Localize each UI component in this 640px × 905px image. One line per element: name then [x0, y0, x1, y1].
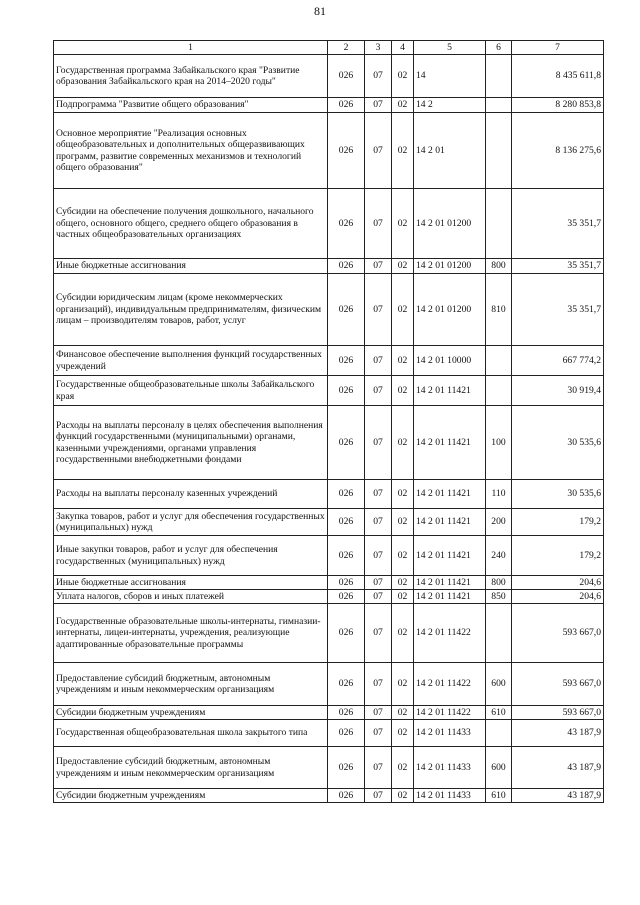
section-cell: 07 — [365, 259, 392, 274]
section-cell: 07 — [365, 789, 392, 803]
table-row — [54, 113, 604, 189]
table-row — [54, 590, 604, 604]
target-article-cell: 14 2 01 11421 — [414, 590, 486, 604]
header-cell: 4 — [392, 41, 414, 55]
expense-type-cell — [486, 376, 512, 406]
amount-cell: 8 280 853,8 — [512, 98, 604, 113]
table-row — [54, 480, 604, 509]
table-row — [54, 98, 604, 113]
row-name-cell: Иные бюджетные ассигнования — [54, 576, 328, 590]
header-row — [54, 41, 604, 55]
table-row — [54, 706, 604, 720]
expense-type-cell: 850 — [486, 590, 512, 604]
target-article-cell: 14 2 01 — [414, 113, 486, 189]
row-name-cell: Закупка товаров, работ и услуг для обеспечения государственных (муниципальных) нужд — [54, 509, 328, 536]
row-name-cell: Финансовое обеспечение выполнения функций государственных учреждений — [54, 346, 328, 376]
amount-cell: 593 667,0 — [512, 663, 604, 706]
section-cell: 07 — [365, 536, 392, 576]
expense-type-cell: 100 — [486, 406, 512, 480]
table-row — [54, 604, 604, 663]
amount-cell: 35 351,7 — [512, 189, 604, 259]
amount-cell: 593 667,0 — [512, 604, 604, 663]
table-row — [54, 346, 604, 376]
ministry-code-cell: 026 — [328, 536, 365, 576]
target-article-cell: 14 2 01 11422 — [414, 706, 486, 720]
section-cell: 07 — [365, 406, 392, 480]
subsection-cell: 02 — [392, 274, 414, 346]
row-name-cell: Расходы на выплаты персоналу казенных учреждений — [54, 480, 328, 509]
table-row — [54, 189, 604, 259]
target-article-cell: 14 2 01 11433 — [414, 747, 486, 789]
section-cell: 07 — [365, 346, 392, 376]
ministry-code-cell: 026 — [328, 590, 365, 604]
amount-cell: 179,2 — [512, 536, 604, 576]
row-name-cell: Уплата налогов, сборов и иных платежей — [54, 590, 328, 604]
ministry-code-cell: 026 — [328, 346, 365, 376]
row-name-cell: Иные закупки товаров, работ и услуг для обеспечения государственных (муниципальных) нужд — [54, 536, 328, 576]
amount-cell: 204,6 — [512, 576, 604, 590]
amount-cell: 179,2 — [512, 509, 604, 536]
table-row — [54, 55, 604, 98]
expense-type-cell — [486, 113, 512, 189]
row-name-cell: Расходы на выплаты персоналу в целях обеспечения выполнения функций государственными (муниципальными) органами, казенными учреждениями, органами управления государственными внебюджетными фондами — [54, 406, 328, 480]
page-number: 81 — [314, 4, 326, 18]
target-article-cell: 14 2 01 11421 — [414, 576, 486, 590]
amount-cell: 43 187,9 — [512, 747, 604, 789]
amount-cell: 30 535,6 — [512, 480, 604, 509]
row-name-cell: Подпрограмма "Развитие общего образования" — [54, 98, 328, 113]
expense-type-cell — [486, 346, 512, 376]
subsection-cell: 02 — [392, 663, 414, 706]
section-cell: 07 — [365, 509, 392, 536]
target-article-cell: 14 2 01 11422 — [414, 604, 486, 663]
amount-cell: 43 187,9 — [512, 720, 604, 747]
ministry-code-cell: 026 — [328, 706, 365, 720]
target-article-cell: 14 2 01 11421 — [414, 509, 486, 536]
table-row — [54, 274, 604, 346]
section-cell: 07 — [365, 189, 392, 259]
amount-cell: 35 351,7 — [512, 259, 604, 274]
ministry-code-cell: 026 — [328, 274, 365, 346]
expense-type-cell: 800 — [486, 576, 512, 590]
ministry-code-cell: 026 — [328, 113, 365, 189]
table-row — [54, 789, 604, 803]
ministry-code-cell: 026 — [328, 747, 365, 789]
section-cell: 07 — [365, 98, 392, 113]
subsection-cell: 02 — [392, 189, 414, 259]
expense-type-cell — [486, 189, 512, 259]
subsection-cell: 02 — [392, 113, 414, 189]
expense-type-cell — [486, 604, 512, 663]
row-name-cell: Субсидии юридическим лицам (кроме некоммерческих организаций), индивидуальным предпринимателям, физическим лицам – производителям товаров, работ, услуг — [54, 274, 328, 346]
subsection-cell: 02 — [392, 480, 414, 509]
row-name-cell: Предоставление субсидий бюджетным, автономным учреждениям и иным некоммерческим организациям — [54, 747, 328, 789]
row-name-cell: Субсидии бюджетным учреждениям — [54, 789, 328, 803]
ministry-code-cell: 026 — [328, 406, 365, 480]
subsection-cell: 02 — [392, 346, 414, 376]
section-cell: 07 — [365, 376, 392, 406]
subsection-cell: 02 — [392, 706, 414, 720]
ministry-code-cell: 026 — [328, 376, 365, 406]
target-article-cell: 14 2 01 01200 — [414, 189, 486, 259]
row-name-cell: Государственные общеобразовательные школы Забайкальского края — [54, 376, 328, 406]
ministry-code-cell: 026 — [328, 720, 365, 747]
row-name-cell: Иные бюджетные ассигнования — [54, 259, 328, 274]
subsection-cell: 02 — [392, 536, 414, 576]
ministry-code-cell: 026 — [328, 576, 365, 590]
subsection-cell: 02 — [392, 98, 414, 113]
budget-table — [53, 40, 604, 803]
target-article-cell: 14 2 01 11421 — [414, 376, 486, 406]
expense-type-cell: 240 — [486, 536, 512, 576]
table-row — [54, 576, 604, 590]
header-cell: 5 — [414, 41, 486, 55]
expense-type-cell: 110 — [486, 480, 512, 509]
amount-cell: 667 774,2 — [512, 346, 604, 376]
amount-cell: 43 187,9 — [512, 789, 604, 803]
expense-type-cell — [486, 98, 512, 113]
target-article-cell: 14 2 01 11421 — [414, 536, 486, 576]
section-cell: 07 — [365, 747, 392, 789]
amount-cell: 8 435 611,8 — [512, 55, 604, 98]
ministry-code-cell: 026 — [328, 98, 365, 113]
row-name-cell: Субсидии бюджетным учреждениям — [54, 706, 328, 720]
target-article-cell: 14 2 01 11433 — [414, 789, 486, 803]
subsection-cell: 02 — [392, 376, 414, 406]
header-cell: 7 — [512, 41, 604, 55]
expense-type-cell: 610 — [486, 789, 512, 803]
header-cell: 3 — [365, 41, 392, 55]
ministry-code-cell: 026 — [328, 789, 365, 803]
subsection-cell: 02 — [392, 406, 414, 480]
table-row — [54, 663, 604, 706]
table-row — [54, 259, 604, 274]
row-name-cell: Государственные образовательные школы-интернаты, гимназии-интернаты, лицеи-интернаты, учреждения, реализующие адаптированные образовательные программы — [54, 604, 328, 663]
target-article-cell: 14 2 01 01200 — [414, 259, 486, 274]
subsection-cell: 02 — [392, 259, 414, 274]
expense-type-cell — [486, 720, 512, 747]
subsection-cell: 02 — [392, 590, 414, 604]
table-row — [54, 376, 604, 406]
target-article-cell: 14 2 01 10000 — [414, 346, 486, 376]
section-cell: 07 — [365, 590, 392, 604]
ministry-code-cell: 026 — [328, 189, 365, 259]
expense-type-cell: 200 — [486, 509, 512, 536]
row-name-cell: Государственная программа Забайкальского края "Развитие образования Забайкальского края на 2014–2020 годы" — [54, 55, 328, 98]
table-row — [54, 720, 604, 747]
target-article-cell: 14 2 — [414, 98, 486, 113]
table-row — [54, 747, 604, 789]
expense-type-cell: 600 — [486, 747, 512, 789]
section-cell: 07 — [365, 663, 392, 706]
section-cell: 07 — [365, 55, 392, 98]
ministry-code-cell: 026 — [328, 509, 365, 536]
header-cell: 2 — [328, 41, 365, 55]
amount-cell: 30 919,4 — [512, 376, 604, 406]
amount-cell: 30 535,6 — [512, 406, 604, 480]
section-cell: 07 — [365, 274, 392, 346]
expense-type-cell: 800 — [486, 259, 512, 274]
table-row — [54, 509, 604, 536]
target-article-cell: 14 2 01 11421 — [414, 406, 486, 480]
row-name-cell: Субсидии на обеспечение получения дошкольного, начального общего, основного общего, среднего общего образования в частных общеобразовательных организациях — [54, 189, 328, 259]
header-cell: 1 — [54, 41, 328, 55]
ministry-code-cell: 026 — [328, 480, 365, 509]
ministry-code-cell: 026 — [328, 55, 365, 98]
subsection-cell: 02 — [392, 747, 414, 789]
subsection-cell: 02 — [392, 509, 414, 536]
target-article-cell: 14 2 01 11433 — [414, 720, 486, 747]
ministry-code-cell: 026 — [328, 663, 365, 706]
expense-type-cell: 610 — [486, 706, 512, 720]
subsection-cell: 02 — [392, 576, 414, 590]
expense-type-cell: 810 — [486, 274, 512, 346]
amount-cell: 35 351,7 — [512, 274, 604, 346]
section-cell: 07 — [365, 604, 392, 663]
subsection-cell: 02 — [392, 55, 414, 98]
ministry-code-cell: 026 — [328, 604, 365, 663]
subsection-cell: 02 — [392, 789, 414, 803]
amount-cell: 8 136 275,6 — [512, 113, 604, 189]
expense-type-cell — [486, 55, 512, 98]
row-name-cell: Предоставление субсидий бюджетным, автономным учреждениям и иным некоммерческим организациям — [54, 663, 328, 706]
section-cell: 07 — [365, 113, 392, 189]
row-name-cell: Государственная общеобразовательная школа закрытого типа — [54, 720, 328, 747]
amount-cell: 593 667,0 — [512, 706, 604, 720]
header-cell: 6 — [486, 41, 512, 55]
target-article-cell: 14 2 01 11422 — [414, 663, 486, 706]
table-row — [54, 536, 604, 576]
section-cell: 07 — [365, 706, 392, 720]
ministry-code-cell: 026 — [328, 259, 365, 274]
expense-type-cell: 600 — [486, 663, 512, 706]
section-cell: 07 — [365, 720, 392, 747]
table-row — [54, 406, 604, 480]
amount-cell: 204,6 — [512, 590, 604, 604]
subsection-cell: 02 — [392, 604, 414, 663]
section-cell: 07 — [365, 576, 392, 590]
target-article-cell: 14 2 01 01200 — [414, 274, 486, 346]
subsection-cell: 02 — [392, 720, 414, 747]
section-cell: 07 — [365, 480, 392, 509]
target-article-cell: 14 2 01 11421 — [414, 480, 486, 509]
target-article-cell: 14 — [414, 55, 486, 98]
row-name-cell: Основное мероприятие "Реализация основных общеобразовательных и дополнительных общеразвивающих программ, развитие современных механизмов и технологий общего образования" — [54, 113, 328, 189]
